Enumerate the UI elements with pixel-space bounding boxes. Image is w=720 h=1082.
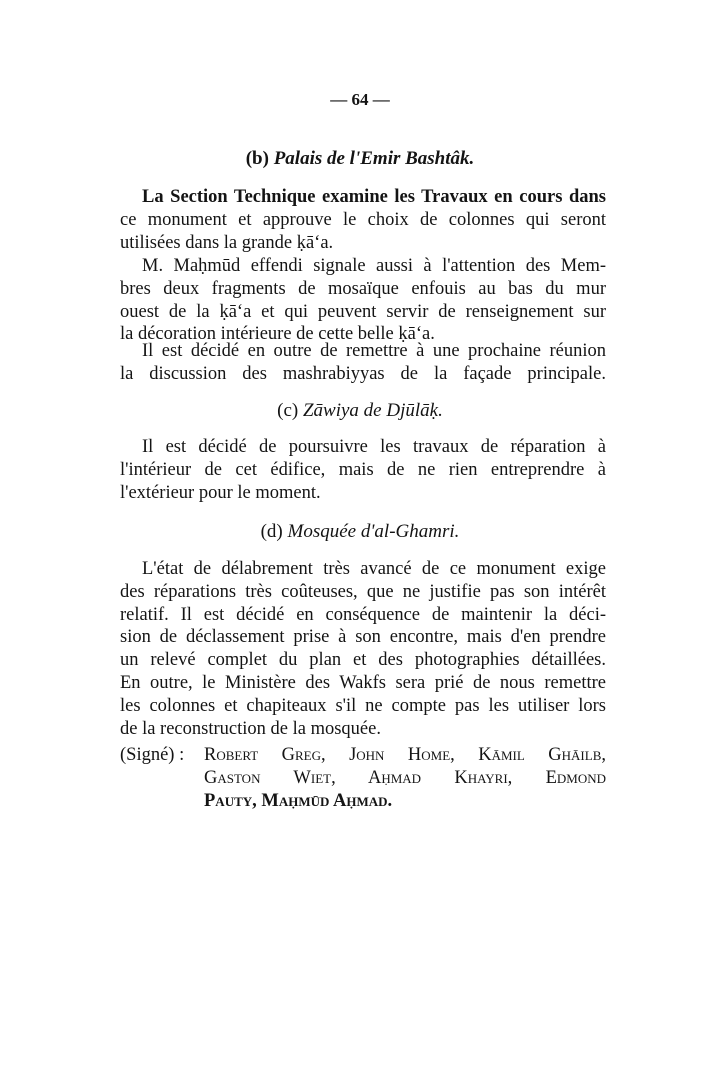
- section-d-title: Mosquée d'al-Ghamri.: [287, 521, 460, 542]
- section-b-heading: [0, 148, 720, 170]
- section-c-paragraph-1: [120, 436, 606, 504]
- text-line: M. Maḥmūd effendi signale aussi à l'attention des Mem-: [142, 256, 606, 276]
- section-b-paragraph-3: [120, 340, 606, 386]
- text-line: de la reconstruction de la mosquée.: [120, 718, 381, 739]
- section-b-paragraph-1: [120, 186, 606, 254]
- section-c-title: Zāwiya de Djūlāḳ.: [302, 400, 443, 421]
- section-d-paragraph-1: [120, 558, 606, 740]
- text-line: L'état de délabrement très avancé de ce monument exige: [142, 559, 606, 579]
- text-line: Il est décidé en outre de remettre à une prochaine réunion: [142, 341, 606, 361]
- text-line: ce monument et approuve le choix de colonnes qui seront: [120, 209, 606, 230]
- text-line: l'intérieur de cet édifice, mais de ne rien entreprendre à: [120, 459, 606, 480]
- text-line: Il est décidé de poursuivre les travaux de réparation à: [142, 437, 606, 457]
- text-line: la discussion des mashrabiyyas de la façade principale.: [120, 363, 606, 384]
- section-d-label: (d): [260, 521, 283, 542]
- signatory-line: Gaston Wiet, Aḥmad Khayri, Edmond: [204, 768, 606, 788]
- text-line: les colonnes et chapiteaux s'il ne compte pas les utiliser lors: [120, 695, 606, 716]
- section-d-heading: [0, 521, 720, 543]
- section-c-label: (c): [277, 400, 299, 421]
- text-line: bres deux fragments de mosaïque enfouis au bas du mur: [120, 278, 606, 299]
- text-line: relatif. Il est décidé en conséquence de maintenir la déci-: [120, 604, 606, 625]
- section-b-label: (b): [245, 148, 269, 169]
- section-b-title: Palais de l'Emir Bashtâk.: [273, 148, 475, 169]
- text-line: un relevé complet du plan et des photographies détaillées.: [120, 650, 606, 671]
- text-line: La Section Technique examine les Travaux en cours dans: [142, 187, 606, 207]
- text-line: En outre, le Ministère des Wakfs sera prié de nous remettre: [120, 672, 606, 693]
- text-line: utilisées dans la grande ḳā‘a.: [120, 232, 334, 253]
- text-line: l'extérieur pour le moment.: [120, 482, 321, 503]
- text-line: la décoration intérieure de cette belle ḳā‘a.: [120, 324, 435, 345]
- page-number: — 64 —: [330, 90, 390, 109]
- section-c-heading: [0, 400, 720, 422]
- section-b-paragraph-2: [120, 255, 606, 346]
- signatory-line: Pauty, Maḥmūd Aḥmad.: [204, 791, 393, 811]
- text-line: des réparations très coûteuses, que ne justifie pas son intérêt: [120, 581, 606, 602]
- signatory-line: Robert Greg, John Home, Kāmil Ghāilb,: [204, 745, 606, 765]
- signatory-names: [204, 744, 606, 813]
- text-line: sion de déclassement prise à son encontre, mais d'en prendre: [120, 627, 606, 648]
- text-line: ouest de la ḳā‘a et qui peuvent servir de renseignement sur: [120, 301, 606, 322]
- signed-label: (Signé) :: [120, 745, 185, 765]
